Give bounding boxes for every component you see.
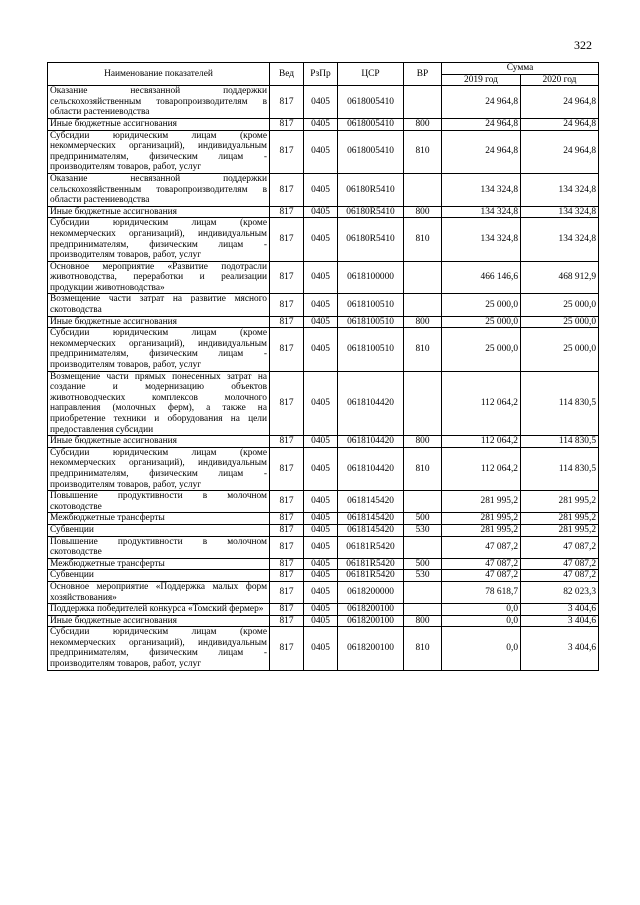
row-ved: 817 [270,513,304,525]
row-name: Субсидии юридическим лицам (кроме некоммерческих организаций), индивидуальным предпринимателям, физическим лицам - производителям товаров, работ, услуг [48,218,270,261]
row-ved: 817 [270,371,304,436]
row-sum-2020: 25 000,0 [521,294,599,316]
row-sum-2019: 0,0 [442,627,521,670]
row-rzpr: 0405 [304,328,338,371]
row-sum-2019: 24 964,8 [442,118,521,130]
table-row [48,513,599,525]
table-row [48,491,599,513]
row-sum-2019: 112 064,2 [442,371,521,436]
row-sum-2020: 47 087,2 [521,570,599,582]
table-row [48,615,599,627]
row-ved: 817 [270,173,304,206]
row-ved: 817 [270,294,304,316]
row-name: Субвенции [48,524,270,536]
row-vr [404,536,442,558]
row-vr: 800 [404,316,442,328]
row-rzpr: 0405 [304,316,338,328]
row-rzpr: 0405 [304,604,338,616]
header-csr: ЦСР [338,63,404,86]
row-ved: 817 [270,261,304,294]
row-rzpr: 0405 [304,173,338,206]
row-rzpr: 0405 [304,536,338,558]
row-name: Иные бюджетные ассигнования [48,615,270,627]
row-sum-2020: 114 830,5 [521,436,599,448]
header-vr: ВР [404,63,442,86]
row-vr: 810 [404,130,442,173]
row-rzpr: 0405 [304,371,338,436]
row-ved: 817 [270,570,304,582]
row-vr [404,491,442,513]
row-sum-2020: 47 087,2 [521,558,599,570]
row-vr: 800 [404,615,442,627]
row-vr [404,604,442,616]
row-csr: 0618200100 [338,615,404,627]
row-csr: 0618005410 [338,118,404,130]
row-csr: 0618100510 [338,328,404,371]
row-sum-2019: 47 087,2 [442,558,521,570]
row-ved: 817 [270,130,304,173]
row-sum-2019: 134 324,8 [442,206,521,218]
row-ved: 817 [270,581,304,603]
table-row [48,328,599,371]
row-csr: 06180R5410 [338,206,404,218]
row-sum-2019: 112 064,2 [442,436,521,448]
row-name: Иные бюджетные ассигнования [48,436,270,448]
row-sum-2019: 25 000,0 [442,328,521,371]
row-ved: 817 [270,536,304,558]
table-row [48,536,599,558]
row-rzpr: 0405 [304,581,338,603]
row-rzpr: 0405 [304,491,338,513]
row-sum-2019: 25 000,0 [442,294,521,316]
row-ved: 817 [270,524,304,536]
row-name: Повышение продуктивности в молочном скотоводстве [48,536,270,558]
budget-table [47,62,599,671]
row-sum-2020: 281 995,2 [521,513,599,525]
row-sum-2020: 468 912,9 [521,261,599,294]
row-ved: 817 [270,206,304,218]
row-name: Иные бюджетные ассигнования [48,316,270,328]
row-rzpr: 0405 [304,570,338,582]
row-sum-2020: 3 404,6 [521,627,599,670]
row-vr: 800 [404,436,442,448]
row-vr [404,581,442,603]
row-name: Возмещение части затрат на развитие мясного скотоводства [48,294,270,316]
table-row [48,581,599,603]
row-csr: 0618100510 [338,316,404,328]
row-sum-2020: 114 830,5 [521,371,599,436]
row-sum-2019: 47 087,2 [442,570,521,582]
row-ved: 817 [270,615,304,627]
page-number: 322 [574,38,592,52]
row-csr: 0618200100 [338,627,404,670]
row-sum-2020: 25 000,0 [521,328,599,371]
row-sum-2019: 134 324,8 [442,218,521,261]
table-row [48,447,599,490]
row-vr: 810 [404,627,442,670]
header-sum: Сумма [442,63,599,75]
table-row [48,118,599,130]
row-rzpr: 0405 [304,447,338,490]
table-row [48,436,599,448]
table-row [48,627,599,670]
row-vr: 800 [404,118,442,130]
header-row [48,63,599,75]
table-row [48,86,599,119]
table-row [48,371,599,436]
row-ved: 817 [270,218,304,261]
row-rzpr: 0405 [304,130,338,173]
row-csr: 0618100510 [338,294,404,316]
row-csr: 06180R5410 [338,218,404,261]
row-ved: 817 [270,86,304,119]
row-name: Межбюджетные трансферты [48,558,270,570]
row-sum-2019: 281 995,2 [442,513,521,525]
row-name: Иные бюджетные ассигнования [48,118,270,130]
row-ved: 817 [270,328,304,371]
row-csr: 0618005410 [338,130,404,173]
table-row [48,604,599,616]
table-row [48,261,599,294]
row-ved: 817 [270,436,304,448]
row-ved: 817 [270,447,304,490]
row-name: Поддержка победителей конкурса «Томский фермер» [48,604,270,616]
row-csr: 0618104420 [338,371,404,436]
row-sum-2019: 112 064,2 [442,447,521,490]
row-name: Субсидии юридическим лицам (кроме некоммерческих организаций), индивидуальным предпринимателям, физическим лицам - производителям товаров, работ, услуг [48,130,270,173]
row-sum-2020: 47 087,2 [521,536,599,558]
header-year-2020: 2020 год [521,74,599,86]
row-vr: 530 [404,570,442,582]
row-csr: 0618200000 [338,581,404,603]
row-csr: 06181R5420 [338,570,404,582]
row-name: Оказание несвязанной поддержки сельскохозяйственным товаропроизводителям в области растениеводства [48,173,270,206]
row-rzpr: 0405 [304,118,338,130]
row-vr: 530 [404,524,442,536]
row-rzpr: 0405 [304,261,338,294]
row-sum-2019: 134 324,8 [442,173,521,206]
row-name: Возмещение части прямых понесенных затрат на создание и модернизацию объектов животноводческих комплексов молочного направления (молочных ферм), а также на приобретение техники и оборудования на цели предоставления субсидии [48,371,270,436]
row-csr: 0618200100 [338,604,404,616]
row-name: Субсидии юридическим лицам (кроме некоммерческих организаций), индивидуальным предпринимателям, физическим лицам - производителям товаров, работ, услуг [48,627,270,670]
table-row [48,294,599,316]
row-csr: 06181R5420 [338,558,404,570]
row-name: Субсидии юридическим лицам (кроме некоммерческих организаций), индивидуальным предпринимателям, физическим лицам - производителям товаров, работ, услуг [48,328,270,371]
row-ved: 817 [270,118,304,130]
row-ved: 817 [270,491,304,513]
row-ved: 817 [270,627,304,670]
row-rzpr: 0405 [304,558,338,570]
row-vr: 500 [404,558,442,570]
row-name: Субвенции [48,570,270,582]
header-ved: Вед [270,63,304,86]
row-sum-2020: 3 404,6 [521,604,599,616]
row-vr [404,294,442,316]
row-vr: 810 [404,328,442,371]
table-row [48,206,599,218]
row-rzpr: 0405 [304,86,338,119]
row-sum-2020: 24 964,8 [521,86,599,119]
row-name: Повышение продуктивности в молочном скотоводстве [48,491,270,513]
row-rzpr: 0405 [304,627,338,670]
row-sum-2020: 24 964,8 [521,118,599,130]
row-sum-2020: 134 324,8 [521,218,599,261]
row-sum-2020: 114 830,5 [521,447,599,490]
table-body [48,86,599,670]
row-sum-2019: 281 995,2 [442,524,521,536]
row-rzpr: 0405 [304,218,338,261]
row-csr: 0618005410 [338,86,404,119]
row-sum-2019: 24 964,8 [442,86,521,119]
table-row [48,570,599,582]
row-sum-2019: 24 964,8 [442,130,521,173]
row-vr: 800 [404,206,442,218]
header-year-2019: 2019 год [442,74,521,86]
table-row [48,558,599,570]
header-name: Наименование показателей [48,63,270,86]
row-rzpr: 0405 [304,294,338,316]
row-sum-2019: 0,0 [442,604,521,616]
row-vr: 500 [404,513,442,525]
row-sum-2020: 25 000,0 [521,316,599,328]
row-csr: 0618145420 [338,524,404,536]
header-rzpr: РзПр [304,63,338,86]
row-sum-2020: 24 964,8 [521,130,599,173]
row-name: Основное мероприятие «Поддержка малых форм хозяйствования» [48,581,270,603]
row-csr: 0618145420 [338,513,404,525]
row-rzpr: 0405 [304,436,338,448]
row-vr [404,173,442,206]
row-name: Иные бюджетные ассигнования [48,206,270,218]
row-vr: 810 [404,447,442,490]
row-sum-2019: 47 087,2 [442,536,521,558]
table-row [48,130,599,173]
row-sum-2020: 3 404,6 [521,615,599,627]
table-row [48,316,599,328]
row-sum-2019: 25 000,0 [442,316,521,328]
table-row [48,218,599,261]
row-vr [404,371,442,436]
row-sum-2020: 134 324,8 [521,206,599,218]
row-rzpr: 0405 [304,206,338,218]
row-vr [404,261,442,294]
row-csr: 0618104420 [338,447,404,490]
row-vr [404,86,442,119]
row-csr: 0618145420 [338,491,404,513]
row-sum-2019: 78 618,7 [442,581,521,603]
row-csr: 06181R5420 [338,536,404,558]
table-row [48,524,599,536]
row-ved: 817 [270,558,304,570]
row-sum-2020: 134 324,8 [521,173,599,206]
row-name: Основное мероприятие «Развитие подотрасли животноводства, переработки и реализации продукции животноводства» [48,261,270,294]
row-rzpr: 0405 [304,524,338,536]
row-sum-2020: 82 023,3 [521,581,599,603]
row-sum-2019: 281 995,2 [442,491,521,513]
row-sum-2019: 0,0 [442,615,521,627]
row-sum-2019: 466 146,6 [442,261,521,294]
row-csr: 06180R5410 [338,173,404,206]
row-vr: 810 [404,218,442,261]
row-rzpr: 0405 [304,615,338,627]
row-csr: 0618100000 [338,261,404,294]
row-rzpr: 0405 [304,513,338,525]
row-name: Субсидии юридическим лицам (кроме некоммерческих организаций), индивидуальным предпринимателям, физическим лицам - производителям товаров, работ, услуг [48,447,270,490]
row-name: Оказание несвязанной поддержки сельскохозяйственным товаропроизводителям в области растениеводства [48,86,270,119]
row-sum-2020: 281 995,2 [521,524,599,536]
row-sum-2020: 281 995,2 [521,491,599,513]
row-ved: 817 [270,316,304,328]
row-name: Межбюджетные трансферты [48,513,270,525]
row-csr: 0618104420 [338,436,404,448]
table-row [48,173,599,206]
row-ved: 817 [270,604,304,616]
